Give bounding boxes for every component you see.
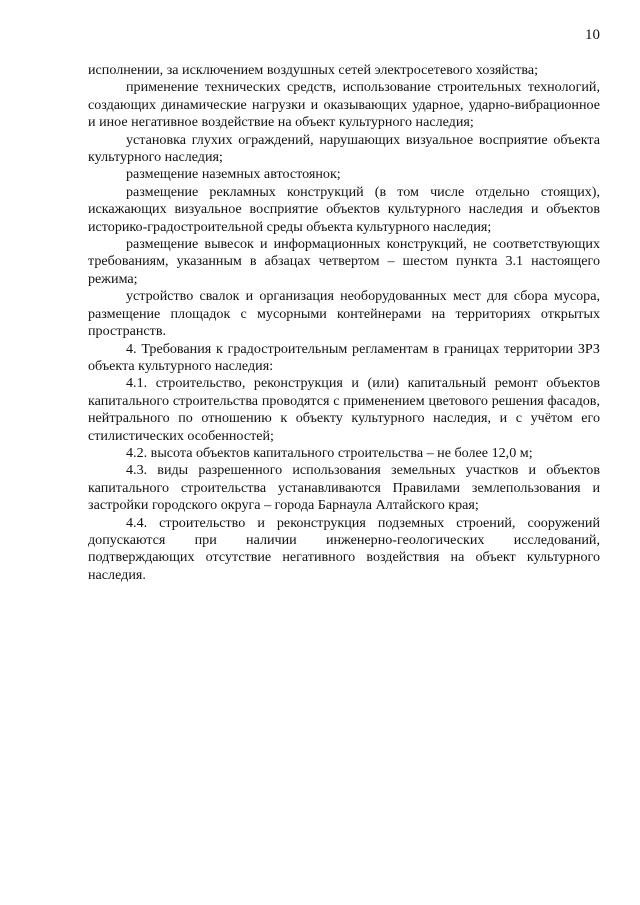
paragraph-4-2: 4.2. высота объектов капитального строительства – не более 12,0 м;: [126, 444, 533, 461]
paragraph-fences: установка глухих ограждений, нарушающих визуальное восприятие объекта культурного наследия;: [88, 131, 600, 166]
paragraph-section-4: 4. Требования к градостроительным регламентам в границах территории ЗРЗ объекта культурного наследия:: [88, 340, 600, 374]
paragraph-4-4: 4.4. строительство и реконструкция подземных строений, сооружений допускаются при наличии инженерно-геологических исследований, подтверждающих отсутствие негативного воздействия на объект культурного наследия.: [88, 514, 600, 583]
document-body: [88, 62, 600, 584]
paragraph-technical-means: применение технических средств, использование строительных технологий, создающих динамические нагрузки и оказывающих ударное, ударно-вибрационное и иное негативное воздействие на объект культурного наследия;: [88, 79, 600, 131]
paragraph-advertising: размещение рекламных конструкций (в том числе отдельно стоящих), искажающих визуальное восприятие объектов культурного наследия и объектов историко-градостроительной среды объекта культурного наследия;: [88, 183, 600, 235]
paragraph-signage: размещение вывесок и информационных конструкций, не соответствующих требованиям, указанным в абзацах четвертом – шестом пункта 3.1 настоящего режима;: [88, 236, 600, 287]
paragraph-4-1: 4.1. строительство, реконструкция и (или) капитальный ремонт объектов капитального строительства проводятся с применением цветового решения фасадов, нейтрального по отношению к объекту культурного наследия, и с учётом его стилистических особенностей;: [88, 375, 600, 444]
page-number: 10: [585, 27, 600, 43]
paragraph-4-3: 4.3. виды разрешенного использования земельных участков и объектов капитального строительства устанавливаются Правилами землепользования и застройки городского округа – города Барнаула Алтайского края;: [88, 462, 600, 514]
paragraph-parking: размещение наземных автостоянок;: [126, 166, 341, 183]
paragraph-waste: устройство свалок и организация необорудованных мест для сбора мусора, размещение площадок с мусорными контейнерами на территориях открытых пространств.: [88, 288, 600, 340]
paragraph-continuation: исполнении, за исключением воздушных сетей электросетевого хозяйства;: [88, 62, 539, 78]
